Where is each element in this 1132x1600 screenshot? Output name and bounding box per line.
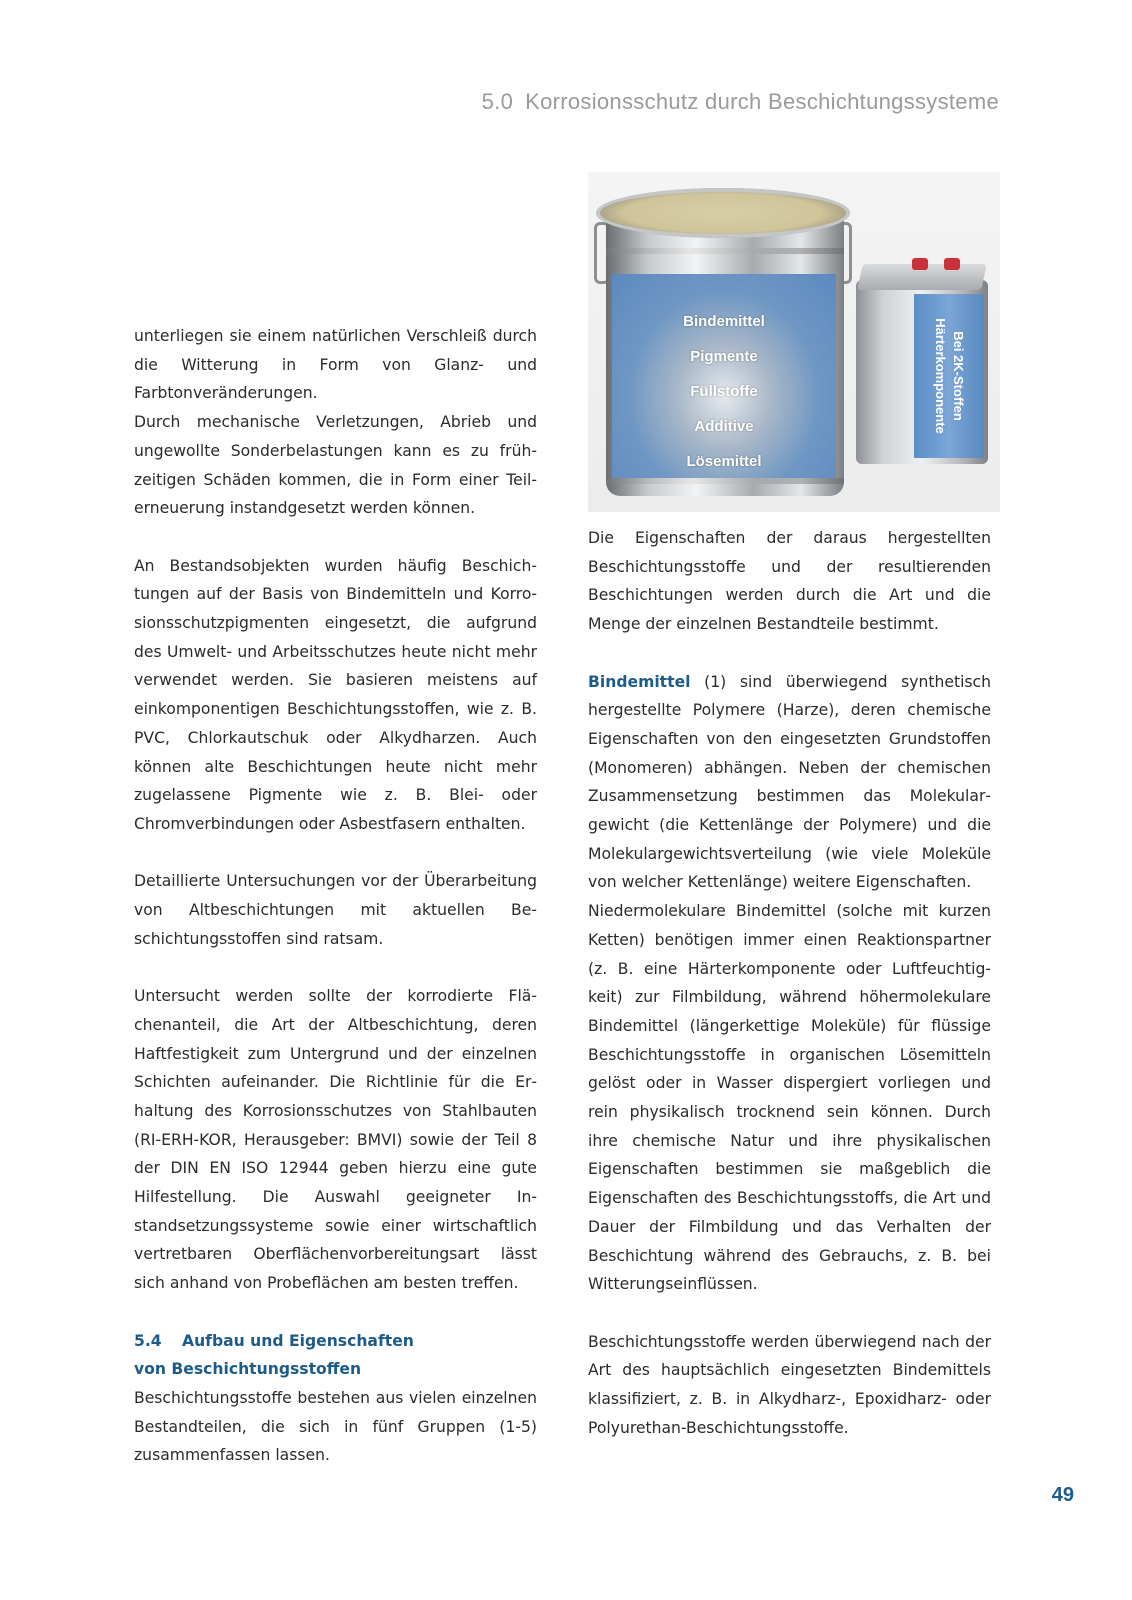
component-label-additives: Additive bbox=[694, 418, 754, 435]
section-heading bbox=[134, 1327, 537, 1384]
canister-cap bbox=[944, 258, 960, 270]
component-label-solvents: Lösemittel bbox=[686, 453, 762, 470]
paragraph: Detaillierte Untersuchungen vor der Überarbeitung von Altbeschichtungen mit aktuellen Beschichtungsstoffen sind ratsam. bbox=[134, 872, 537, 948]
page-number: 49 bbox=[1051, 1484, 1074, 1506]
component-label-fillers: Füllstoffe bbox=[690, 383, 758, 400]
paragraph-text: (1) sind überwiegend synthetisch hergestellte Polymere (Harze), deren chemische Eigenschaften von den eingesetzten Grundstoffen (Monomeren) abhängen. Neben der chemischen Zusammensetzung bestimmen das Molekulargewicht (die Kettenlänge der Polymere) und die Molekulargewichtsverteilung (wie viele Moleküle von welcher Kettenlänge) weitere Eigenschaften. bbox=[588, 672, 991, 892]
paragraph: Die Eigenschaften der daraus hergestellten Beschichtungsstoffe und der resultierenden Beschichtungen werden durch die Art und die Menge der einzelnen Bestandteile bestimmt. bbox=[588, 529, 991, 634]
paragraph: An Bestandsobjekten wurden häufig Beschichtungen auf der Basis von Bindemitteln und Korrosionsschutzpigmenten eingesetzt, die aufgrund des Umwelt- und Arbeitsschutzes heute nicht mehr verwendet werden. Sie basieren meistens auf einkomponentigen Beschichtungsstoffen, wie z. B. PVC, Chlorkautschuk oder Alkydharzen. Auch können alte Beschichtungen heute nicht mehr zugelassene Pigmente wie z. B. Blei- oder Chromverbindungen oder Asbestfasern enthalten. bbox=[134, 556, 537, 833]
paragraph: Beschichtungsstoffe bestehen aus vielen einzelnen Bestandteilen, die sich in fünf Gruppen (1-5) zusammenfassen lassen. bbox=[134, 1388, 537, 1465]
canister-cap bbox=[912, 258, 928, 270]
component-label-pigments: Pigmente bbox=[690, 348, 758, 365]
component-label-binder: Bindemittel bbox=[683, 313, 765, 330]
paragraph: Durch mechanische Verletzungen, Abrieb und ungewollte Sonderbelastungen kann es zu frühzeitigen Schäden kommen, die in Form einer Teilerneuerung instandgesetzt werden können. bbox=[134, 413, 537, 518]
canister-label bbox=[914, 294, 984, 458]
canister-label-line2: Härterkomponente bbox=[933, 318, 948, 434]
bucket-rim bbox=[596, 188, 850, 238]
paragraph: unterliegen sie einem natürlichen Verschleiß durch die Witterung in Form von Glanz- und Farbtonveränderungen. bbox=[134, 327, 537, 403]
paragraph: Untersucht werden sollte der korrodierte Flächenanteil, die Art der Altbeschichtung, deren Haftfestigkeit zum Untergrund und der einzelnen Schichten aufeinander. Die Richtlinie für die Erhaltung des Korrosionsschutzes von Stahlbauten (RI-ERH-KOR, Herausgeber: BMVI) sowie der Teil 8 der DIN EN ISO 12944 geben hierzu eine gute Hilfestellung. Die Auswahl geeigneter Instandsetzungssysteme sowie einer wirtschaftlich vertretbaren Oberflächenvorbereitungsart lässt sich anhand von Probeflächen am besten treffen. bbox=[134, 987, 537, 1293]
right-column bbox=[588, 524, 991, 1442]
section-number: 5.4 bbox=[134, 1331, 162, 1350]
paragraph: Niedermolekulare Bindemittel (solche mit kurzen Ketten) benötigen immer einen Reaktionspartner (z. B. eine Härterkomponente oder Luftfeuchtigkeit) zur Filmbildung, während höhermolekulare Bindemittel (längerkettige Moleküle) für flüssige Beschichtungsstoffe in organischen Lösemitteln gelöst oder in Wasser dispergiert vorliegen und rein physikalisch trocknend sein können. Durch ihre chemische Natur und ihre physikalischen Eigenschaften bestimmen sie maßgeblich die Eigenschaften des Beschichtungsstoffs, die Art und Dauer der Filmbildung und das Verhalten der Beschichtung während des Gebrauchs, z. B. bei Witterungseinflüssen. bbox=[588, 902, 991, 1294]
canister-label-line1: Bei 2K-Stoffen bbox=[951, 331, 966, 421]
bucket-label bbox=[612, 274, 836, 478]
chapter-number: 5.0 bbox=[481, 89, 514, 114]
paragraph: Beschichtungsstoffe werden überwiegend nach der Art des hauptsächlich eingesetzten Bindemittels klassifiziert, z. B. in Alkydharz-, Epoxidharz- oder Polyurethan-Beschichtungsstoffe. bbox=[588, 1332, 991, 1437]
section-title-line1: Aufbau und Eigenschaften bbox=[182, 1331, 414, 1350]
left-column bbox=[134, 322, 537, 1470]
bucket-rib bbox=[606, 248, 844, 254]
product-image bbox=[588, 172, 1000, 512]
paint-bucket bbox=[594, 178, 852, 502]
hardener-canister bbox=[856, 258, 990, 466]
chapter-title: Korrosionsschutz durch Beschichtungssysteme bbox=[525, 89, 999, 114]
section-title-line2: von Beschichtungsstoffen bbox=[134, 1360, 362, 1379]
paragraph bbox=[588, 668, 991, 898]
running-header bbox=[482, 89, 999, 115]
term-bindemittel: Bindemittel bbox=[588, 672, 691, 691]
